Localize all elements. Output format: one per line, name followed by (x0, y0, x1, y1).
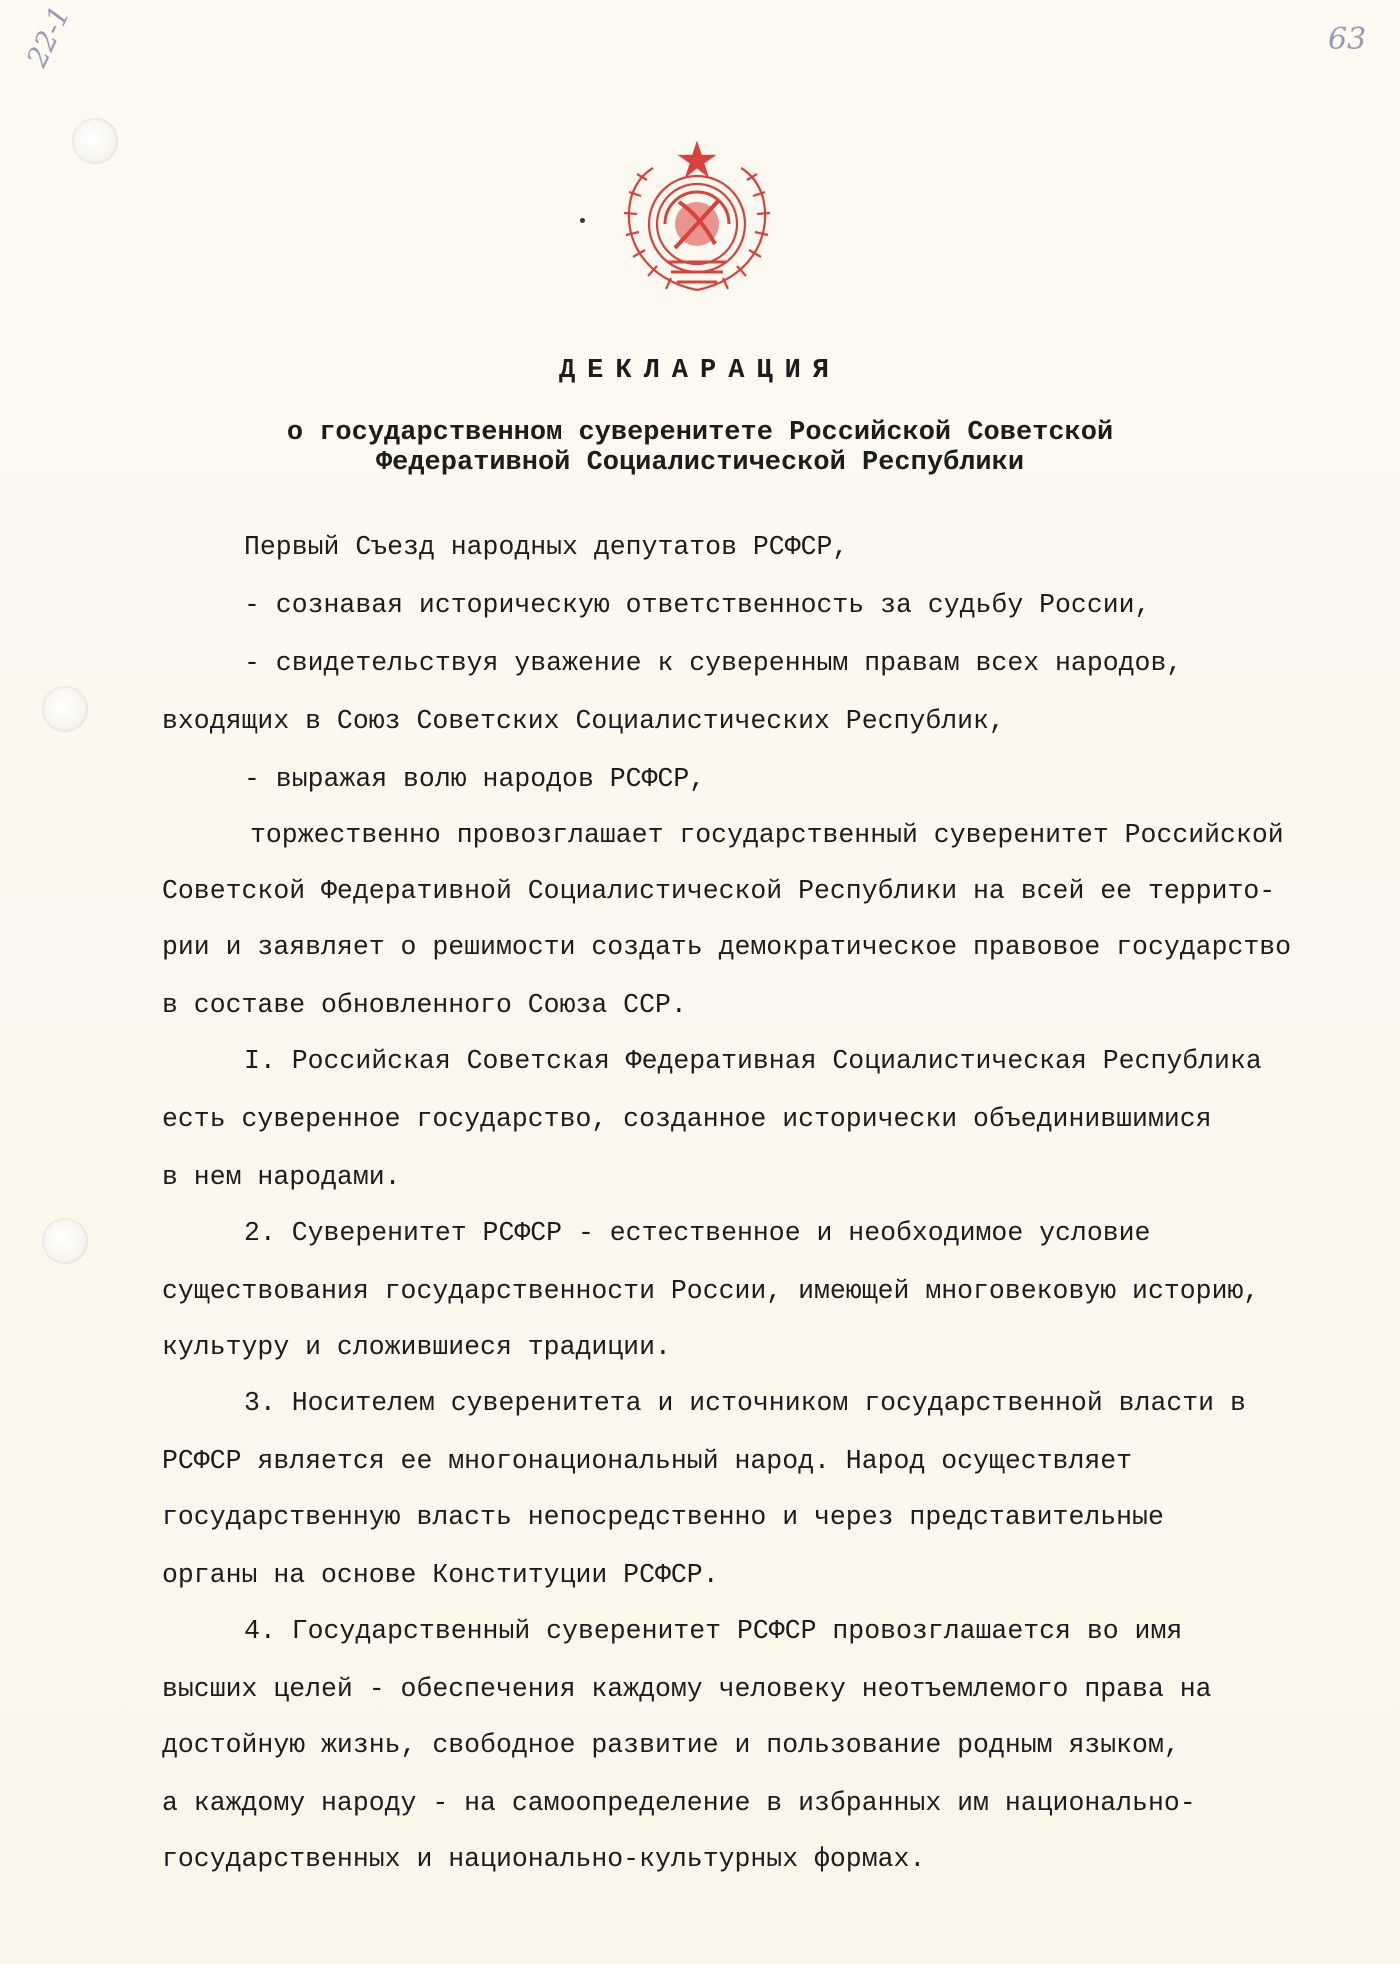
body-line: 3. Носителем суверенитета и источником государственной власти в (244, 1388, 1246, 1418)
body-line: существования государственности России, имеющей многовековую историю, (162, 1276, 1260, 1306)
document-subtitle-line-1: о государственном суверенитете Российской Советской (286, 418, 1114, 448)
body-line: рии и заявляет о решимости создать демократическое правовое государство (162, 932, 1292, 962)
body-line: высших целей - обеспечения каждому человеку неотъемлемого права на (162, 1674, 1212, 1704)
body-line: в составе обновленного Союза ССР. (162, 990, 687, 1020)
punch-hole (42, 1218, 88, 1264)
handwritten-archive-mark: 22-1 (20, 0, 77, 72)
body-line: достойную жизнь, свободное развитие и пользование родным языком, (162, 1730, 1180, 1760)
body-line: 2. Суверенитет РСФСР - естественное и необходимое условие (244, 1218, 1151, 1248)
body-line: входящих в Союз Советских Социалистических Республик, (162, 706, 1005, 736)
body-line: в нем народами. (162, 1162, 401, 1192)
document-title: ДЕКЛАРАЦИЯ (558, 356, 842, 386)
body-line: государственных и национально-культурных формах. (162, 1844, 926, 1874)
body-line: культуру и сложившиеся традиции. (162, 1332, 671, 1362)
body-line: торжественно провозглашает государственный суверенитет Российской (250, 820, 1284, 850)
body-line: 4. Государственный суверенитет РСФСР провозглашается во имя (244, 1616, 1183, 1646)
body-line: а каждому народу - на самоопределение в избранных им национально- (162, 1788, 1196, 1818)
body-line: - сознавая историческую ответственность за судьбу России, (244, 590, 1151, 620)
body-line: государственную власть непосредственно и через представительные (162, 1502, 1164, 1532)
body-line: - свидетельствуя уважение к суверенным правам всех народов, (244, 648, 1183, 678)
body-line: есть суверенное государство, созданное исторически объединившимися (162, 1104, 1212, 1134)
body-line: РСФСР является ее многонациональный народ. Народ осуществляет (162, 1446, 1133, 1476)
document-subtitle-line-2: Федеративной Социалистической Республики (375, 448, 1025, 478)
punch-hole (42, 686, 88, 732)
body-line: органы на основе Конституции РСФСР. (162, 1560, 719, 1590)
ink-dot (580, 218, 585, 223)
body-line: Первый Съезд народных депутатов РСФСР, (244, 532, 849, 562)
punch-hole (72, 118, 118, 164)
body-line: I. Российская Советская Федеративная Социалистическая Республика (244, 1046, 1262, 1076)
handwritten-page-number: 63 (1328, 22, 1367, 57)
body-line: Советской Федеративной Социалистической Республики на всей ее террито- (162, 876, 1276, 906)
body-line: - выражая волю народов РСФСР, (244, 764, 706, 794)
rsfsr-emblem-icon (607, 140, 787, 312)
